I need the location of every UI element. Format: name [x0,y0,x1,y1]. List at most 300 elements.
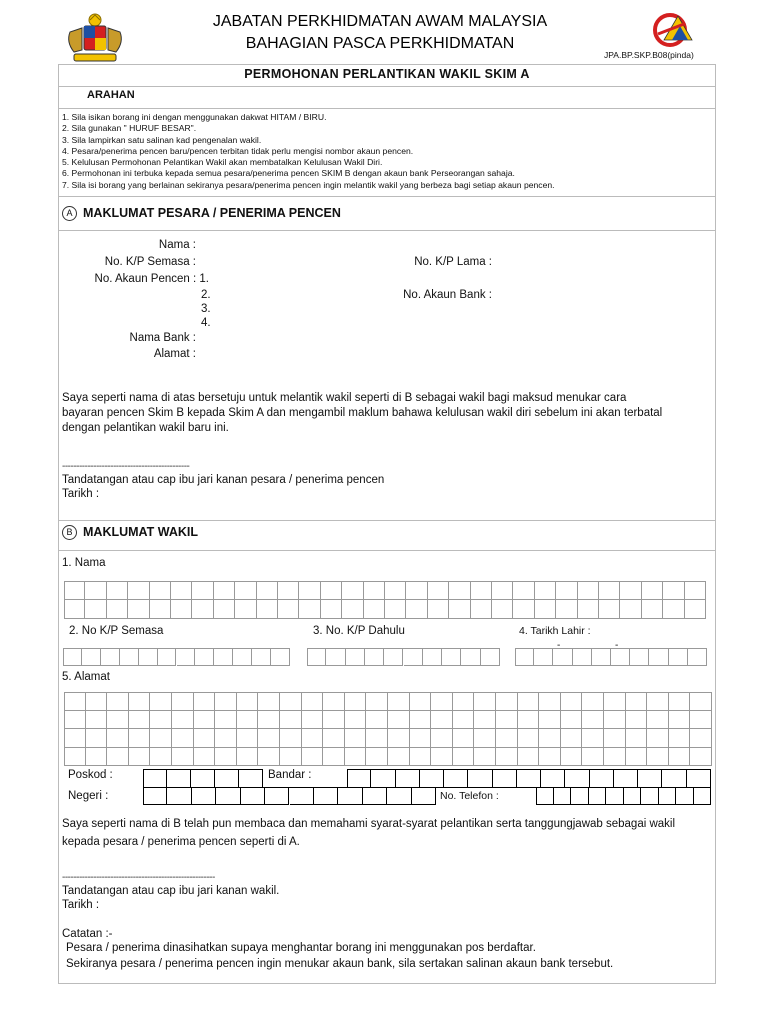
divider [58,108,716,109]
input-box[interactable] [539,692,561,711]
input-box[interactable] [410,692,432,711]
input-box[interactable] [556,581,577,600]
input-box[interactable] [192,787,216,805]
input-box[interactable] [642,581,663,600]
input-box[interactable] [518,711,540,730]
input-box[interactable] [431,692,453,711]
input-box[interactable] [604,748,626,767]
postcode-label: Poskod : [68,769,113,781]
input-box[interactable] [314,787,338,805]
divider [58,196,716,197]
input-box[interactable] [647,692,669,711]
input-box[interactable] [620,581,641,600]
input-box[interactable] [191,769,215,788]
input-box[interactable] [663,600,684,619]
input-box[interactable] [172,711,194,730]
input-box[interactable] [257,581,278,600]
input-box[interactable] [167,769,191,788]
instructions-heading: ARAHAN [87,89,135,101]
input-box[interactable] [539,711,561,730]
input-box[interactable] [128,581,149,600]
input-box[interactable] [694,787,712,805]
input-box[interactable] [194,729,216,748]
input-box[interactable] [235,600,256,619]
input-box[interactable] [461,648,480,666]
input-box[interactable] [258,729,280,748]
input-box[interactable] [345,711,367,730]
input-box[interactable] [86,729,108,748]
input-box[interactable] [690,748,712,767]
input-box[interactable] [688,648,707,666]
rep-address-boxes[interactable] [64,692,712,766]
input-box[interactable] [431,711,453,730]
input-box[interactable] [496,711,518,730]
input-box[interactable] [620,600,641,619]
input-box[interactable] [366,729,388,748]
input-box[interactable] [280,748,302,767]
instruction-item: 4. Pesara/penerima pencen baru/pencen terbitan tidak perlu mengisi nombor akaun pencen. [62,145,414,156]
input-box[interactable] [129,748,151,767]
city-label: Bandar : [268,769,312,781]
input-box[interactable] [641,787,659,805]
input-box[interactable] [323,692,345,711]
input-box[interactable] [535,581,556,600]
input-box[interactable] [385,581,406,600]
input-box[interactable] [565,769,589,788]
input-box[interactable] [474,711,496,730]
input-box[interactable] [561,748,583,767]
instructions-list [62,112,555,191]
input-box[interactable] [410,711,432,730]
input-box[interactable] [172,729,194,748]
input-box[interactable] [278,600,299,619]
input-box[interactable] [366,692,388,711]
input-box[interactable] [582,748,604,767]
input-box[interactable] [364,600,385,619]
bank-name-label: Nama Bank : [129,332,196,344]
input-box[interactable] [662,769,686,788]
input-box[interactable] [571,787,589,805]
input-box[interactable] [582,692,604,711]
city-boxes[interactable] [347,769,711,788]
input-box[interactable] [449,600,470,619]
input-box[interactable] [492,581,513,600]
input-box[interactable] [412,787,436,805]
input-box[interactable] [64,748,86,767]
input-box[interactable] [626,748,648,767]
input-box[interactable] [589,787,607,805]
input-box[interactable] [215,711,237,730]
input-box[interactable] [388,729,410,748]
input-box[interactable] [493,769,517,788]
input-box[interactable] [158,648,177,666]
input-box[interactable] [624,787,642,805]
input-box[interactable] [604,729,626,748]
input-box[interactable] [215,748,237,767]
input-box[interactable] [172,692,194,711]
input-box[interactable] [410,729,432,748]
input-box[interactable] [302,711,324,730]
input-box[interactable] [474,729,496,748]
input-box[interactable] [449,581,470,600]
input-box[interactable] [241,787,265,805]
input-box[interactable] [342,581,363,600]
input-box[interactable] [101,648,120,666]
input-box[interactable] [513,581,534,600]
input-box[interactable] [107,729,129,748]
input-box[interactable] [513,600,534,619]
input-box[interactable] [481,648,500,666]
input-box[interactable] [82,648,101,666]
input-box[interactable] [326,648,345,666]
input-box[interactable] [107,692,129,711]
input-box[interactable] [599,581,620,600]
input-box[interactable] [237,748,259,767]
input-box[interactable] [561,692,583,711]
state-label: Negeri : [68,790,109,802]
input-box[interactable] [384,648,403,666]
input-box[interactable] [539,729,561,748]
input-box[interactable] [410,748,432,767]
input-box[interactable] [515,648,534,666]
input-box[interactable] [302,692,324,711]
input-box[interactable] [150,729,172,748]
input-box[interactable] [107,600,128,619]
input-box[interactable] [387,787,411,805]
input-box[interactable] [64,729,86,748]
phone-boxes[interactable] [536,787,711,805]
input-box[interactable] [107,581,128,600]
input-box[interactable] [129,692,151,711]
input-box[interactable] [172,748,194,767]
input-box[interactable] [406,581,427,600]
input-box[interactable] [442,648,461,666]
input-box[interactable] [599,600,620,619]
divider [58,550,716,551]
input-box[interactable] [323,729,345,748]
input-box[interactable] [453,729,475,748]
input-box[interactable] [428,600,449,619]
input-box[interactable] [396,769,420,788]
input-box[interactable] [265,787,289,805]
input-box[interactable] [496,729,518,748]
input-box[interactable] [323,748,345,767]
input-box[interactable] [366,711,388,730]
input-box[interactable] [365,648,384,666]
input-box[interactable] [647,711,669,730]
input-box[interactable] [85,600,106,619]
rep-declaration [62,817,675,850]
section-a-heading [62,206,341,221]
input-box[interactable] [195,648,214,666]
input-box[interactable] [453,692,475,711]
input-box[interactable] [129,711,151,730]
declaration-line: bayaran pencen Skim B kepada Skim A dan mengambil maklum bahawa kelulusan wakil diri sebelum ini akan terbatal [62,407,663,419]
form-title: PERMOHONAN PERLANTIKAN WAKIL SKIM A [244,67,530,81]
input-box[interactable] [150,692,172,711]
jpa-logo-icon [650,10,698,50]
input-box[interactable] [492,600,513,619]
dob-separator: - [557,640,561,651]
section-a-title: MAKLUMAT PESARA / PENERIMA PENCEN [83,206,341,220]
input-box[interactable] [271,648,290,666]
input-box[interactable] [235,581,256,600]
input-box[interactable] [86,748,108,767]
input-box[interactable] [535,600,556,619]
input-box[interactable] [280,692,302,711]
rep-ic-current-label: 2. No K/P Semasa [69,625,164,637]
input-box[interactable] [388,711,410,730]
input-box[interactable] [63,648,82,666]
input-box[interactable] [606,787,624,805]
input-box[interactable] [143,769,167,788]
input-box[interactable] [573,648,592,666]
input-box[interactable] [290,787,314,805]
divider [58,86,716,87]
address-label: Alamat : [153,348,196,360]
input-box[interactable] [592,648,611,666]
input-box[interactable] [280,729,302,748]
input-box[interactable] [431,748,453,767]
input-box[interactable] [139,648,158,666]
input-box[interactable] [64,711,86,730]
input-box[interactable] [177,648,196,666]
rep-ic-old-boxes[interactable] [307,648,500,666]
input-box[interactable] [192,600,213,619]
input-box[interactable] [345,748,367,767]
input-box[interactable] [345,692,367,711]
input-box[interactable] [237,729,259,748]
input-box[interactable] [64,581,85,600]
pension-account-label: No. Akaun Pencen : 1. [94,273,209,285]
input-box[interactable] [687,769,711,788]
input-box[interactable] [338,787,362,805]
input-box[interactable] [321,600,342,619]
instruction-item: 6. Permohonan ini terbuka kepada semua pesara/penerima pencen SKIM B dengan akaun bank Perseorangan sahaja. [62,168,515,179]
input-box[interactable] [554,787,572,805]
rep-name-label: 1. Nama [62,557,106,569]
input-box[interactable] [471,581,492,600]
input-box[interactable] [647,729,669,748]
input-box[interactable] [685,581,706,600]
input-box[interactable] [143,787,167,805]
input-box[interactable] [307,648,326,666]
input-box[interactable] [214,600,235,619]
state-boxes[interactable] [143,787,436,805]
input-box[interactable] [171,600,192,619]
input-box[interactable] [642,600,663,619]
input-box[interactable] [366,748,388,767]
rep-name-boxes[interactable] [64,581,706,619]
input-box[interactable] [194,711,216,730]
input-box[interactable] [278,581,299,600]
input-box[interactable] [561,729,583,748]
rep-signature-line: ------------------------------------------------------ [62,872,215,883]
input-box[interactable] [468,769,492,788]
notes-heading: Catatan :- [62,928,113,940]
retiree-ic-old-label: No. K/P Lama : [414,256,492,268]
input-box[interactable] [364,581,385,600]
input-box[interactable] [669,729,691,748]
input-box[interactable] [517,769,541,788]
input-box[interactable] [431,729,453,748]
input-box[interactable] [86,711,108,730]
input-box[interactable] [346,648,365,666]
input-box[interactable] [371,769,395,788]
input-box[interactable] [423,648,442,666]
input-box[interactable] [582,729,604,748]
input-box[interactable] [299,600,320,619]
input-box[interactable] [582,711,604,730]
input-box[interactable] [86,692,108,711]
input-box[interactable] [604,711,626,730]
input-box[interactable] [556,600,577,619]
input-box[interactable] [669,711,691,730]
input-box[interactable] [237,711,259,730]
input-box[interactable] [239,769,263,788]
input-box[interactable] [614,769,638,788]
input-box[interactable] [420,769,444,788]
input-box[interactable] [323,711,345,730]
input-box[interactable] [647,748,669,767]
input-box[interactable] [302,729,324,748]
input-box[interactable] [215,692,237,711]
input-box[interactable] [690,711,712,730]
input-box[interactable] [107,711,129,730]
input-box[interactable] [363,787,387,805]
input-box[interactable] [64,692,86,711]
input-box[interactable] [626,692,648,711]
input-box[interactable] [428,581,449,600]
input-box[interactable] [539,748,561,767]
input-box[interactable] [685,600,706,619]
input-box[interactable] [669,748,691,767]
input-box[interactable] [237,692,259,711]
input-box[interactable] [626,729,648,748]
input-box[interactable] [216,787,240,805]
input-box[interactable] [471,600,492,619]
input-box[interactable] [578,600,599,619]
input-box[interactable] [302,748,324,767]
input-box[interactable] [128,600,149,619]
input-box[interactable] [669,648,688,666]
input-box[interactable] [258,748,280,767]
input-box[interactable] [342,600,363,619]
input-box[interactable] [690,729,712,748]
retiree-signature-line: --------------------------------------------- [62,461,190,472]
instruction-item: 5. Kelulusan Permohonan Pelantikan Wakil akan membatalkan Kelulusan Wakil Diri. [62,157,383,168]
input-box[interactable] [321,581,342,600]
input-box[interactable] [649,648,668,666]
input-box[interactable] [107,748,129,767]
input-box[interactable] [444,769,468,788]
input-box[interactable] [85,581,106,600]
postcode-boxes[interactable] [143,769,263,788]
input-box[interactable] [252,648,271,666]
input-box[interactable] [518,729,540,748]
input-box[interactable] [171,581,192,600]
rep-dob-boxes[interactable] [515,648,707,666]
input-box[interactable] [214,581,235,600]
input-box[interactable] [233,648,252,666]
input-box[interactable] [474,692,496,711]
input-box[interactable] [257,600,278,619]
instruction-item: 3. Sila lampirkan satu salinan kad pengenalan wakil. [62,134,262,145]
input-box[interactable] [167,787,191,805]
input-box[interactable] [453,748,475,767]
input-box[interactable] [474,748,496,767]
input-box[interactable] [669,692,691,711]
input-box[interactable] [536,787,554,805]
input-box[interactable] [150,581,171,600]
input-box[interactable] [496,692,518,711]
input-box[interactable] [258,692,280,711]
input-box[interactable] [518,692,540,711]
input-box[interactable] [659,787,677,805]
form-code: JPA.BP.SKP.B08(pinda) [604,50,694,60]
rep-address-label: 5. Alamat [62,671,110,683]
input-box[interactable] [590,769,614,788]
input-box[interactable] [663,581,684,600]
input-box[interactable] [388,692,410,711]
input-box[interactable] [64,600,85,619]
input-box[interactable] [120,648,139,666]
input-box[interactable] [626,711,648,730]
input-box[interactable] [534,648,553,666]
input-box[interactable] [611,648,630,666]
input-box[interactable] [385,600,406,619]
input-box[interactable] [150,600,171,619]
input-box[interactable] [194,692,216,711]
input-box[interactable] [347,769,371,788]
input-box[interactable] [150,748,172,767]
input-box[interactable] [453,711,475,730]
input-box[interactable] [299,581,320,600]
input-box[interactable] [604,692,626,711]
input-box[interactable] [345,729,367,748]
note-item: Pesara / penerima dinasihatkan supaya menghantar borang ini menggunakan pos berdaftar. [66,942,536,954]
input-box[interactable] [630,648,649,666]
retiree-date-label: Tarikh : [62,488,100,500]
input-box[interactable] [518,748,540,767]
input-box[interactable] [192,581,213,600]
retiree-name-label: Nama : [158,239,196,251]
input-box[interactable] [150,711,172,730]
input-box[interactable] [258,711,280,730]
input-box[interactable] [194,748,216,767]
input-box[interactable] [404,648,423,666]
rep-ic-current-boxes[interactable] [63,648,290,666]
input-box[interactable] [541,769,565,788]
input-box[interactable] [690,692,712,711]
input-box[interactable] [214,648,233,666]
input-box[interactable] [561,711,583,730]
input-box[interactable] [676,787,694,805]
input-box[interactable] [578,581,599,600]
input-box[interactable] [215,729,237,748]
declaration-line: Saya seperti nama di atas bersetuju untuk melantik wakil seperti di B sebagai wakil bagi maksud menukar cara [62,392,627,404]
input-box[interactable] [215,769,239,788]
declaration-line: kepada pesara / penerima pencen seperti di A. [62,836,300,848]
input-box[interactable] [638,769,662,788]
input-box[interactable] [129,729,151,748]
input-box[interactable] [388,748,410,767]
pension-account-4: 4. [201,317,211,329]
malaysia-coat-of-arms-icon [60,12,130,64]
input-box[interactable] [406,600,427,619]
input-box[interactable] [496,748,518,767]
input-box[interactable] [280,711,302,730]
